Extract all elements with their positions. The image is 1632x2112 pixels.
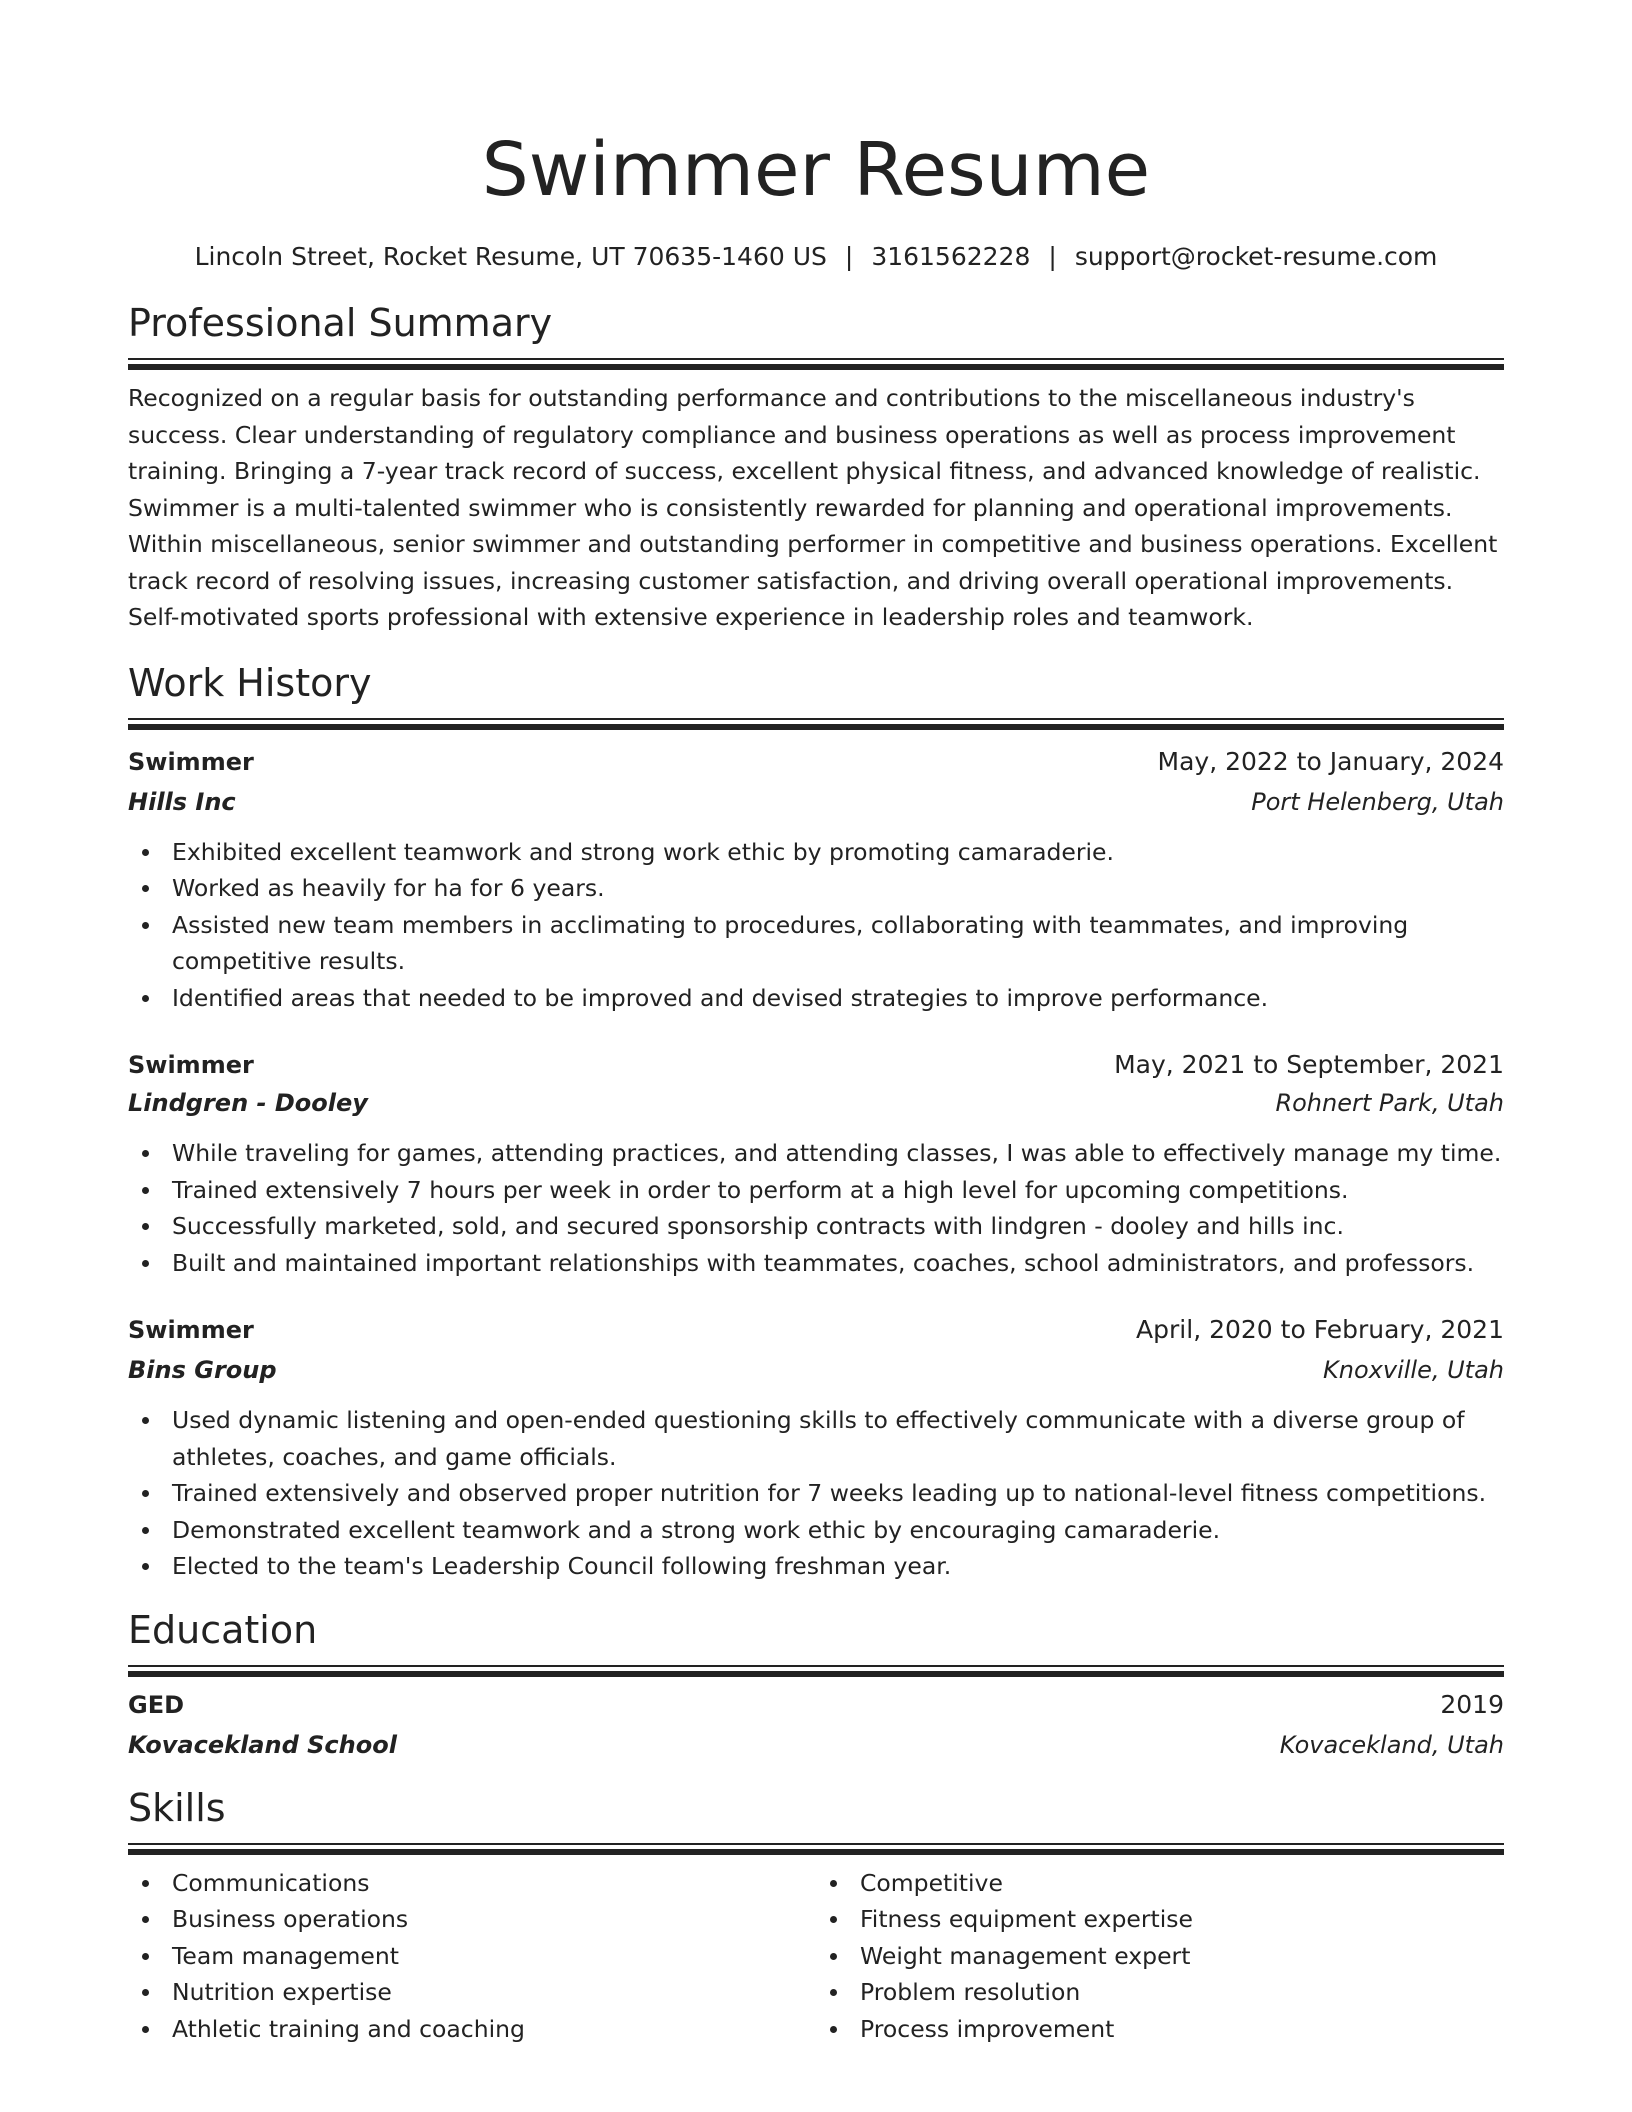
section-divider: [128, 1843, 1504, 1853]
summary-section: [128, 298, 1504, 636]
skill-item: Process improvement: [816, 2011, 1504, 2048]
job-bullets: [128, 1402, 1504, 1585]
job-entry: [128, 1312, 1504, 1585]
section-divider: [128, 1665, 1504, 1675]
job-entry: [128, 1047, 1504, 1281]
job-company: Bins Group: [128, 1356, 277, 1384]
job-bullet: Identified areas that needed to be improved and devised strategies to improve performance.: [128, 980, 1504, 1017]
skill-item: Business operations: [128, 1901, 816, 1938]
section-title-summary: Professional Summary: [128, 301, 553, 345]
skill-item: Nutrition expertise: [128, 1974, 816, 2011]
job-location: Knoxville, Utah: [1323, 1356, 1504, 1384]
job-location: Rohnert Park, Utah: [1275, 1089, 1504, 1117]
contact-separator: |: [1048, 242, 1057, 271]
skills-section: [128, 1783, 1504, 2048]
skill-item: Communications: [128, 1865, 816, 1902]
section-title-work: Work History: [128, 660, 372, 705]
job-dates: May, 2022 to January, 2024: [1157, 746, 1504, 776]
contact-email: support@rocket-resume.com: [1074, 242, 1438, 271]
contact-phone: 3161562228: [871, 242, 1031, 271]
contact-separator: |: [844, 242, 854, 271]
contact-line: [128, 240, 1504, 274]
skill-item: Athletic training and coaching: [128, 2011, 816, 2048]
job-entry: [128, 744, 1504, 1017]
job-bullets: [128, 834, 1504, 1017]
skill-item: Competitive: [816, 1865, 1504, 1902]
job-bullet: Worked as heavily for ha for 6 years.: [128, 870, 1504, 907]
job-bullet: Used dynamic listening and open-ended questioning skills to effectively communicate with a diverse group of athletes, coaches, and game officials.: [128, 1402, 1504, 1475]
job-position: Swimmer: [128, 1051, 254, 1079]
section-title-skills: Skills: [128, 1785, 226, 1830]
job-bullet: Trained extensively 7 hours per week in order to perform at a high level for upcoming competitions.: [128, 1172, 1504, 1209]
skills-columns: [128, 1865, 1504, 2048]
skill-item: Fitness equipment expertise: [816, 1901, 1504, 1938]
job-company: Hills Inc: [128, 787, 236, 816]
job-position: Swimmer: [128, 747, 254, 776]
education-year: 2019: [1440, 1689, 1504, 1719]
job-bullet: Elected to the team's Leadership Council following freshman year.: [128, 1548, 1504, 1585]
skill-item: Problem resolution: [816, 1974, 1504, 2011]
job-bullet: Demonstrated excellent teamwork and a strong work ethic by encouraging camaraderie.: [128, 1512, 1504, 1549]
section-title-education: Education: [128, 1607, 318, 1652]
job-bullet: Assisted new team members in acclimating to procedures, collaborating with teammates, and improving competitive results.: [128, 907, 1504, 980]
job-company: Lindgren - Dooley: [128, 1089, 368, 1117]
job-bullet: Trained extensively and observed proper nutrition for 7 weeks leading up to national-level fitness competitions.: [128, 1475, 1504, 1512]
job-dates: May, 2021 to September, 2021: [1114, 1050, 1504, 1079]
job-bullet: Exhibited excellent teamwork and strong work ethic by promoting camaraderie.: [128, 834, 1504, 871]
job-bullets: [128, 1135, 1504, 1281]
summary-text: Recognized on a regular basis for outstanding performance and contributions to the miscellaneous industry's success. Clear understanding of regulatory compliance and business operations as well as process improvement training. Bringing a 7-year track record of success, excellent physical fitness, and advanced knowledge of realistic. Swimmer is a multi-talented swimmer who is consistently rewarded for planning and operational improvements. Within miscellaneous, senior swimmer and outstanding performer in competitive and business operations. Excellent track record of resolving issues, increasing customer satisfaction, and driving overall operational improvements. Self-motivated sports professional with extensive experience in leadership roles and teamwork.: [128, 384, 1498, 631]
skills-list-left: [128, 1865, 816, 2048]
skills-list-right: [816, 1865, 1504, 2048]
education-location: Kovacekland, Utah: [1279, 1730, 1504, 1759]
education-school: Kovacekland School: [128, 1730, 397, 1759]
resume-title: Swimmer Resume: [481, 127, 1151, 213]
job-bullet: Successfully marketed, sold, and secured sponsorship contracts with lindgren - dooley and hills inc.: [128, 1208, 1504, 1245]
job-location: Port Helenberg, Utah: [1251, 787, 1504, 816]
contact-address: Lincoln Street, Rocket Resume, UT 70635-1460 US: [194, 242, 827, 271]
job-bullet: Built and maintained important relationships with teammates, coaches, school administrators, and professors.: [128, 1245, 1504, 1282]
education-section: [128, 1605, 1504, 1763]
education-degree: GED: [128, 1690, 185, 1719]
job-dates: April, 2020 to February, 2021: [1136, 1315, 1504, 1344]
job-bullet: While traveling for games, attending practices, and attending classes, I was able to effectively manage my time.: [128, 1135, 1504, 1172]
skill-item: Weight management expert: [816, 1938, 1504, 1975]
section-divider: [128, 718, 1504, 728]
skill-item: Team management: [128, 1938, 816, 1975]
section-divider: [128, 358, 1504, 368]
job-position: Swimmer: [128, 1316, 254, 1344]
work-section: [128, 658, 1504, 1585]
